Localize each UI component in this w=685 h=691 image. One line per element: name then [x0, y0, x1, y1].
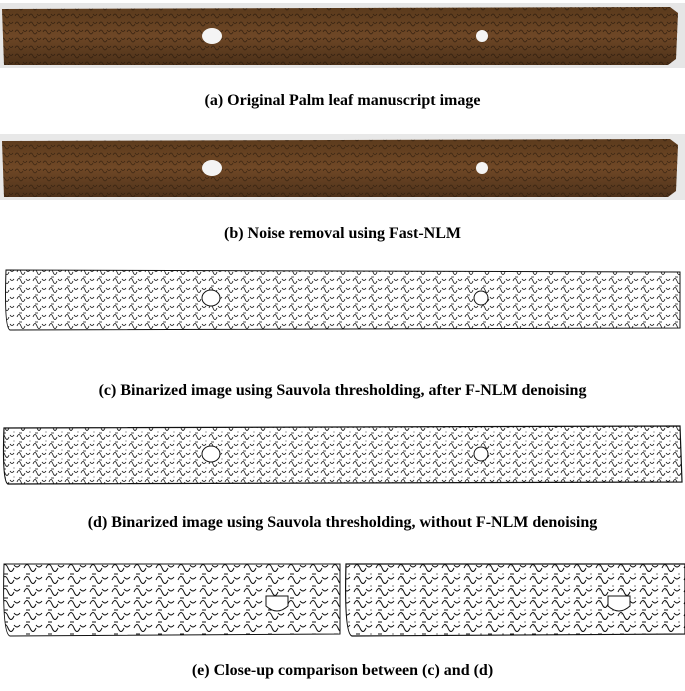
palm-leaf-original-image	[0, 3, 685, 68]
caption-b: (b) Noise removal using Fast-NLM	[223, 225, 462, 242]
panel-d-binarized-noisy	[0, 422, 685, 490]
caption-a: (a) Original Palm leaf manuscript image	[204, 92, 481, 109]
panel-a-original-leaf	[0, 3, 685, 68]
leaf-hole-right	[476, 30, 488, 42]
leaf-hole-left	[202, 28, 222, 44]
leaf-hole-left	[202, 160, 222, 176]
caption-e: (e) Close-up comparison between (c) and (d)	[191, 662, 494, 679]
panel-b-denoised-leaf	[0, 134, 685, 200]
leaf-hole-right	[476, 162, 488, 174]
binarized-leaf-noisy-image	[0, 422, 685, 490]
caption-c: (c) Binarized image using Sauvola thresholding, after F-NLM denoising	[98, 382, 587, 399]
panel-c-binarized-denoised	[0, 266, 685, 336]
binarized-leaf-clean-image	[0, 266, 685, 336]
palm-leaf-denoised-image	[0, 134, 685, 200]
panel-e-closeup-comparison	[0, 560, 685, 640]
closeup-left-clean	[4, 564, 340, 636]
closeup-comparison-image	[0, 560, 685, 640]
closeup-right-noisy	[346, 564, 685, 636]
caption-d: (d) Binarized image using Sauvola thresholding, without F-NLM denoising	[87, 514, 598, 531]
